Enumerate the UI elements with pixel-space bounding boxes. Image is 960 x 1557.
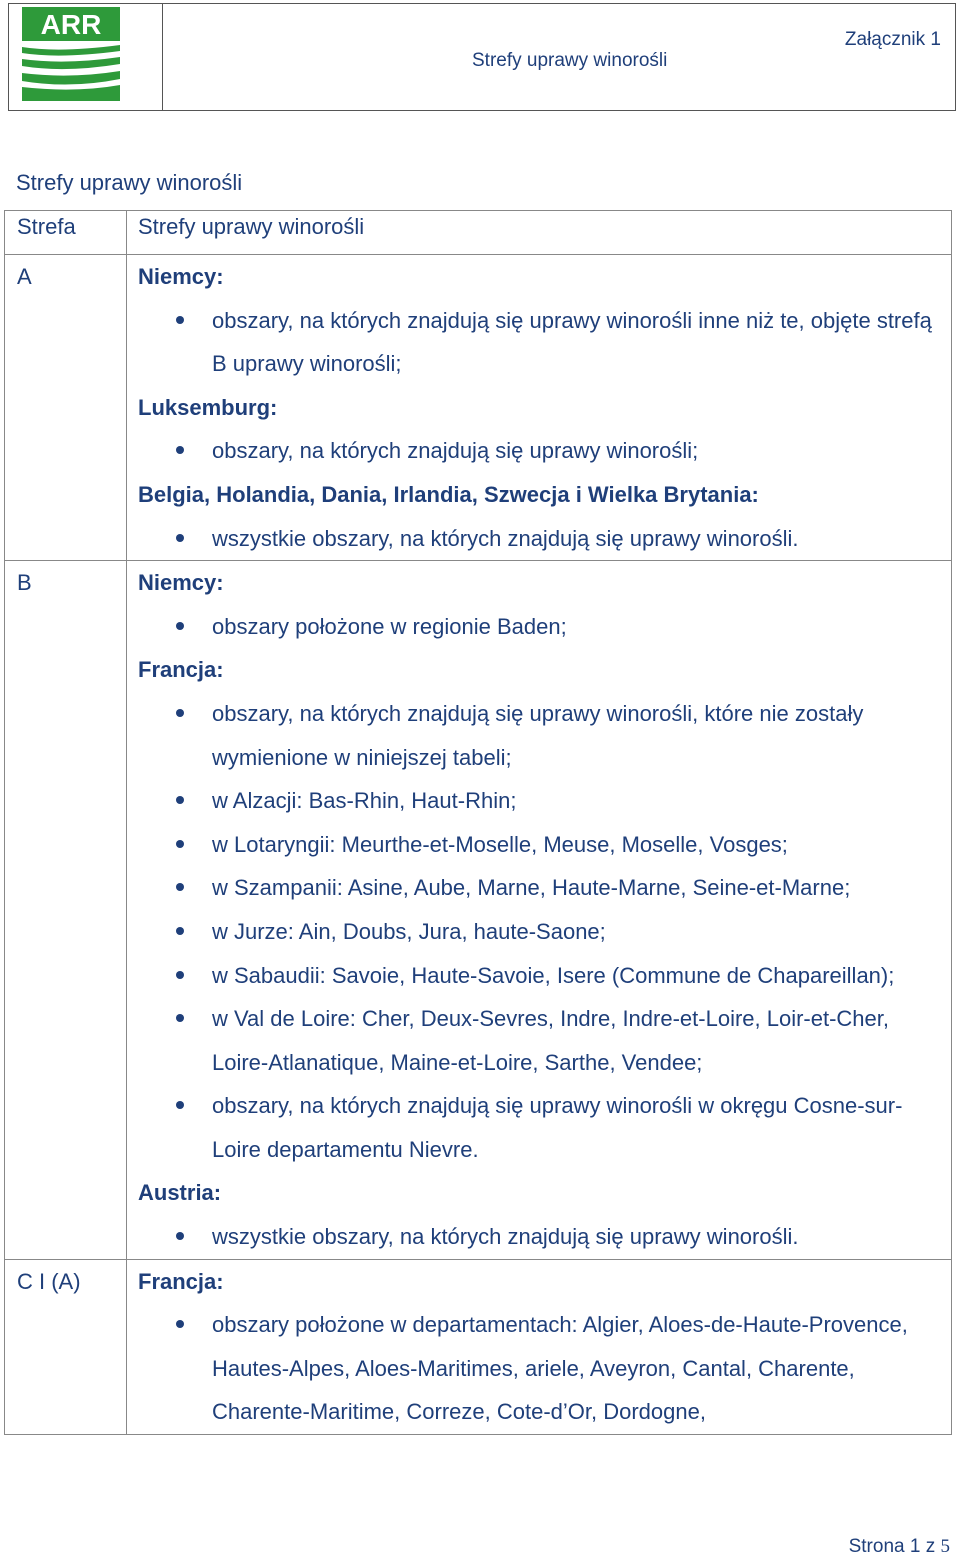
country-heading: Belgia, Holandia, Dania, Irlandia, Szwecja i Wielka Brytania:	[138, 481, 759, 507]
zone-label: B	[17, 570, 32, 596]
page-footer	[849, 1536, 950, 1557]
page-total: 5	[940, 1536, 950, 1557]
list-item: wszystkie obszary, na których znajdują się uprawy winorośli.	[138, 1215, 941, 1259]
table-header-row	[5, 211, 952, 255]
list-item: w Val de Loire: Cher, Deux-Sevres, Indre, Indre-et-Loire, Loir-et-Cher, Loire-Atlanatique, Maine-et-Loire, Sarthe, Vendee;	[138, 997, 941, 1084]
table-row	[5, 255, 952, 561]
country-heading: Austria:	[138, 1180, 222, 1206]
list-item: obszary, na których znajdują się uprawy winorośli inne niż te, objęte strefą B uprawy winorośli;	[138, 299, 941, 386]
list-item: obszary, na których znajdują się uprawy winorośli w okręgu Cosne-sur-Loire departamentu Nievre.	[138, 1084, 941, 1171]
country-heading: Francja:	[138, 1268, 224, 1294]
list-item: w Jurze: Ain, Doubs, Jura, haute-Saone;	[138, 910, 941, 954]
zone-label: A	[17, 264, 32, 289]
item-list	[138, 605, 941, 649]
item-list	[138, 517, 941, 561]
logo-cell	[9, 4, 163, 110]
item-list	[138, 299, 941, 386]
table-row	[5, 1259, 952, 1434]
country-heading: Niemcy:	[138, 264, 224, 289]
annex-label: Załącznik 1	[844, 29, 941, 50]
header-box	[8, 3, 956, 111]
list-item: obszary położone w regionie Baden;	[138, 605, 941, 649]
table-row	[5, 561, 952, 1260]
list-item: w Szampanii: Asine, Aube, Marne, Haute-Marne, Seine-et-Marne;	[138, 866, 941, 910]
list-item: w Sabaudii: Savoie, Haute-Savoie, Isere (Commune de Chapareillan);	[138, 954, 941, 998]
list-item: obszary położone w departamentach: Algier, Aloes-de-Haute-Provence, Hautes-Alpes, Aloes-Maritimes, ariele, Aveyron, Cantal, Charente, Charente-Maritime, Correze, Cote-d’Or, Dordogne,	[138, 1303, 941, 1434]
section-title: Strefy uprawy winorośli	[16, 170, 243, 195]
arr-logo	[20, 7, 122, 101]
column-header-description: Strefy uprawy winorośli	[127, 211, 952, 255]
country-heading: Francja:	[138, 657, 224, 683]
column-header-zone: Strefa	[5, 211, 127, 255]
document-title: Strefy uprawy winorośli	[472, 50, 668, 71]
zones-table	[4, 210, 952, 1435]
page-number-label: Strona 1 z	[848, 1536, 941, 1557]
item-list	[138, 1215, 941, 1259]
list-item: w Alzacji: Bas-Rhin, Haut-Rhin;	[138, 779, 941, 823]
list-item: w Lotaryngii: Meurthe-et-Moselle, Meuse, Moselle, Vosges;	[138, 823, 941, 867]
list-item: obszary, na których znajdują się uprawy winorośli, które nie zostały wymienione w niniejszej tabeli;	[138, 692, 941, 779]
zone-label: C I (A)	[17, 1268, 81, 1294]
country-heading: Niemcy:	[138, 570, 224, 596]
list-item: obszary, na których znajdują się uprawy winorośli;	[138, 429, 941, 473]
logo-text: ARR	[40, 9, 102, 40]
item-list	[138, 692, 941, 1172]
list-item: wszystkie obszary, na których znajdują się uprawy winorośli.	[138, 517, 941, 561]
country-heading: Luksemburg:	[138, 394, 278, 420]
item-list	[138, 1303, 941, 1434]
item-list	[138, 429, 941, 473]
